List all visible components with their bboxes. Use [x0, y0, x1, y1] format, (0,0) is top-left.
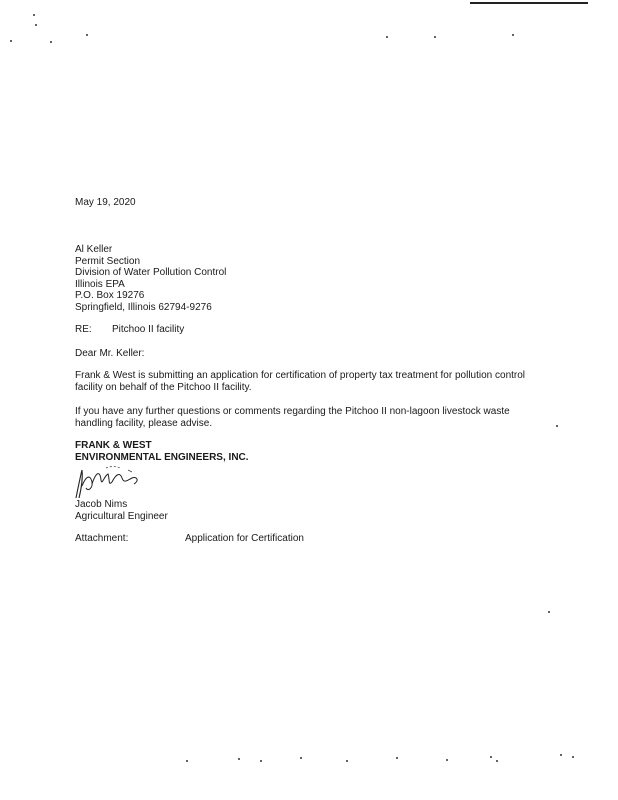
recipient-line: Illinois EPA [75, 278, 125, 290]
scan-speck [572, 756, 574, 758]
company-subtitle: ENVIRONMENTAL ENGINEERS, INC. [75, 452, 249, 463]
scan-speck [560, 754, 562, 756]
scan-speck [496, 760, 498, 762]
recipient-line: Al Keller [75, 244, 113, 255]
scan-speck [346, 760, 348, 762]
scan-speck [300, 757, 302, 759]
signer-title: Agricultural Engineer [75, 511, 168, 522]
scan-speck [35, 24, 37, 26]
recipient-line: Division of Water Pollution Control [75, 267, 227, 278]
scan-speck [86, 34, 88, 36]
scan-speck [386, 36, 388, 38]
scan-speck [490, 756, 492, 758]
attachment-value: Application for Certification [185, 533, 304, 544]
company-name: FRANK & WEST [75, 440, 152, 451]
scan-speck [10, 40, 12, 42]
scan-speck [396, 757, 398, 759]
scan-speck [33, 14, 35, 16]
body-paragraph: If you have any further questions or comments regarding the Pitchoo II non-lagoon livestock waste handling facility, please advise. [75, 406, 510, 429]
letter-date: May 19, 2020 [75, 197, 136, 208]
scan-speck [556, 425, 558, 427]
attachment-label: Attachment: [75, 533, 129, 544]
scan-speck [238, 758, 240, 760]
scan-speck [548, 611, 550, 613]
body-paragraph: Frank & West is submitting an application for certification of property tax treatment for pollution control facility on behalf of the Pitchoo II facility. [75, 370, 526, 393]
scan-speck [434, 36, 436, 38]
handwritten-signature [70, 462, 150, 502]
signer-name: Jacob Nims [75, 499, 128, 510]
salutation: Dear Mr. Keller: [75, 348, 145, 359]
recipient-line: P.O. Box 19276 [75, 290, 145, 301]
scan-speck [512, 34, 514, 36]
re-label: RE: [75, 324, 92, 335]
re-value: Pitchoo II facility [112, 324, 185, 335]
scan-line [470, 2, 588, 4]
recipient-line: Permit Section [75, 255, 141, 267]
scan-speck [446, 759, 448, 761]
recipient-address [75, 244, 226, 313]
recipient-line: Springfield, Illinois 62794-9276 [75, 301, 212, 313]
scan-speck [260, 760, 262, 762]
scan-speck [186, 760, 188, 762]
scan-speck [50, 41, 52, 43]
